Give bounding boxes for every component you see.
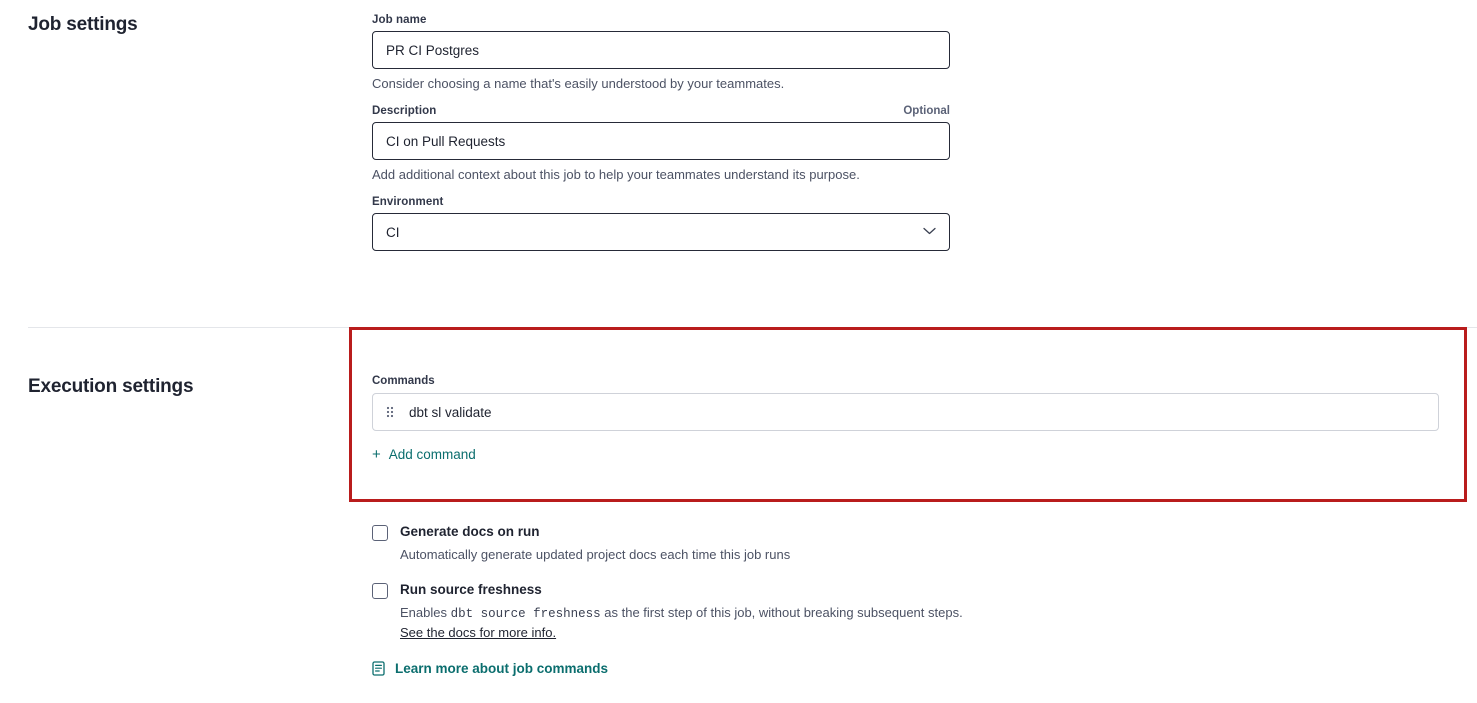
command-input-value: dbt sl validate [409, 404, 492, 420]
description-value: CI on Pull Requests [386, 133, 506, 149]
source-freshness-checkbox-item[interactable] [372, 581, 972, 643]
environment-select[interactable] [372, 213, 950, 251]
chevron-down-icon [923, 227, 936, 238]
job-name-field-block [372, 14, 950, 91]
description-label: Description [372, 105, 437, 117]
book-icon [372, 661, 385, 676]
source-freshness-checkbox[interactable] [372, 583, 388, 599]
generate-docs-checkbox-item[interactable] [372, 523, 972, 565]
source-freshness-docs-link[interactable]: See the docs for more info. [400, 625, 557, 641]
source-freshness-label: Run source freshness [400, 581, 542, 597]
add-command-label: Add command [388, 447, 476, 462]
execution-checkbox-list [372, 523, 972, 659]
drag-handle-icon[interactable] [383, 405, 397, 419]
commands-label: Commands [372, 375, 435, 387]
add-command-button[interactable] [372, 447, 476, 462]
source-freshness-desc-middle: as the first step of this job, without breaking subsequent steps. [604, 604, 963, 620]
job-name-label: Job name [372, 14, 427, 26]
generate-docs-description: Automatically generate updated project docs each time this job runs [400, 547, 791, 562]
environment-label: Environment [372, 196, 444, 208]
source-freshness-desc-prefix: Enables [400, 604, 447, 620]
generate-docs-checkbox[interactable] [372, 525, 388, 541]
source-freshness-description [400, 603, 972, 643]
job-name-value: PR CI Postgres [386, 42, 480, 58]
job-settings-section [0, 0, 1477, 265]
command-row[interactable] [372, 393, 1439, 431]
description-help: Add additional context about this job to help your teammates understand its purpose. [372, 167, 860, 182]
execution-settings-heading: Execution settings [28, 376, 194, 397]
learn-more-job-commands-link[interactable] [372, 661, 608, 676]
source-freshness-command-code: dbt source freshness [450, 606, 601, 621]
description-input[interactable] [372, 122, 950, 160]
generate-docs-label: Generate docs on run [400, 524, 540, 539]
job-settings-heading: Job settings [28, 14, 138, 35]
environment-value: CI [386, 224, 400, 240]
description-optional-tag: Optional [903, 105, 950, 117]
job-name-input[interactable] [372, 31, 950, 69]
plus-icon: + [372, 446, 381, 463]
commands-block [372, 375, 1439, 464]
job-name-help: Consider choosing a name that's easily understood by your teammates. [372, 76, 785, 91]
description-field-block [372, 105, 950, 182]
job-settings-fields [372, 14, 950, 265]
learn-more-label: Learn more about job commands [395, 661, 609, 676]
environment-field-block [372, 196, 950, 251]
